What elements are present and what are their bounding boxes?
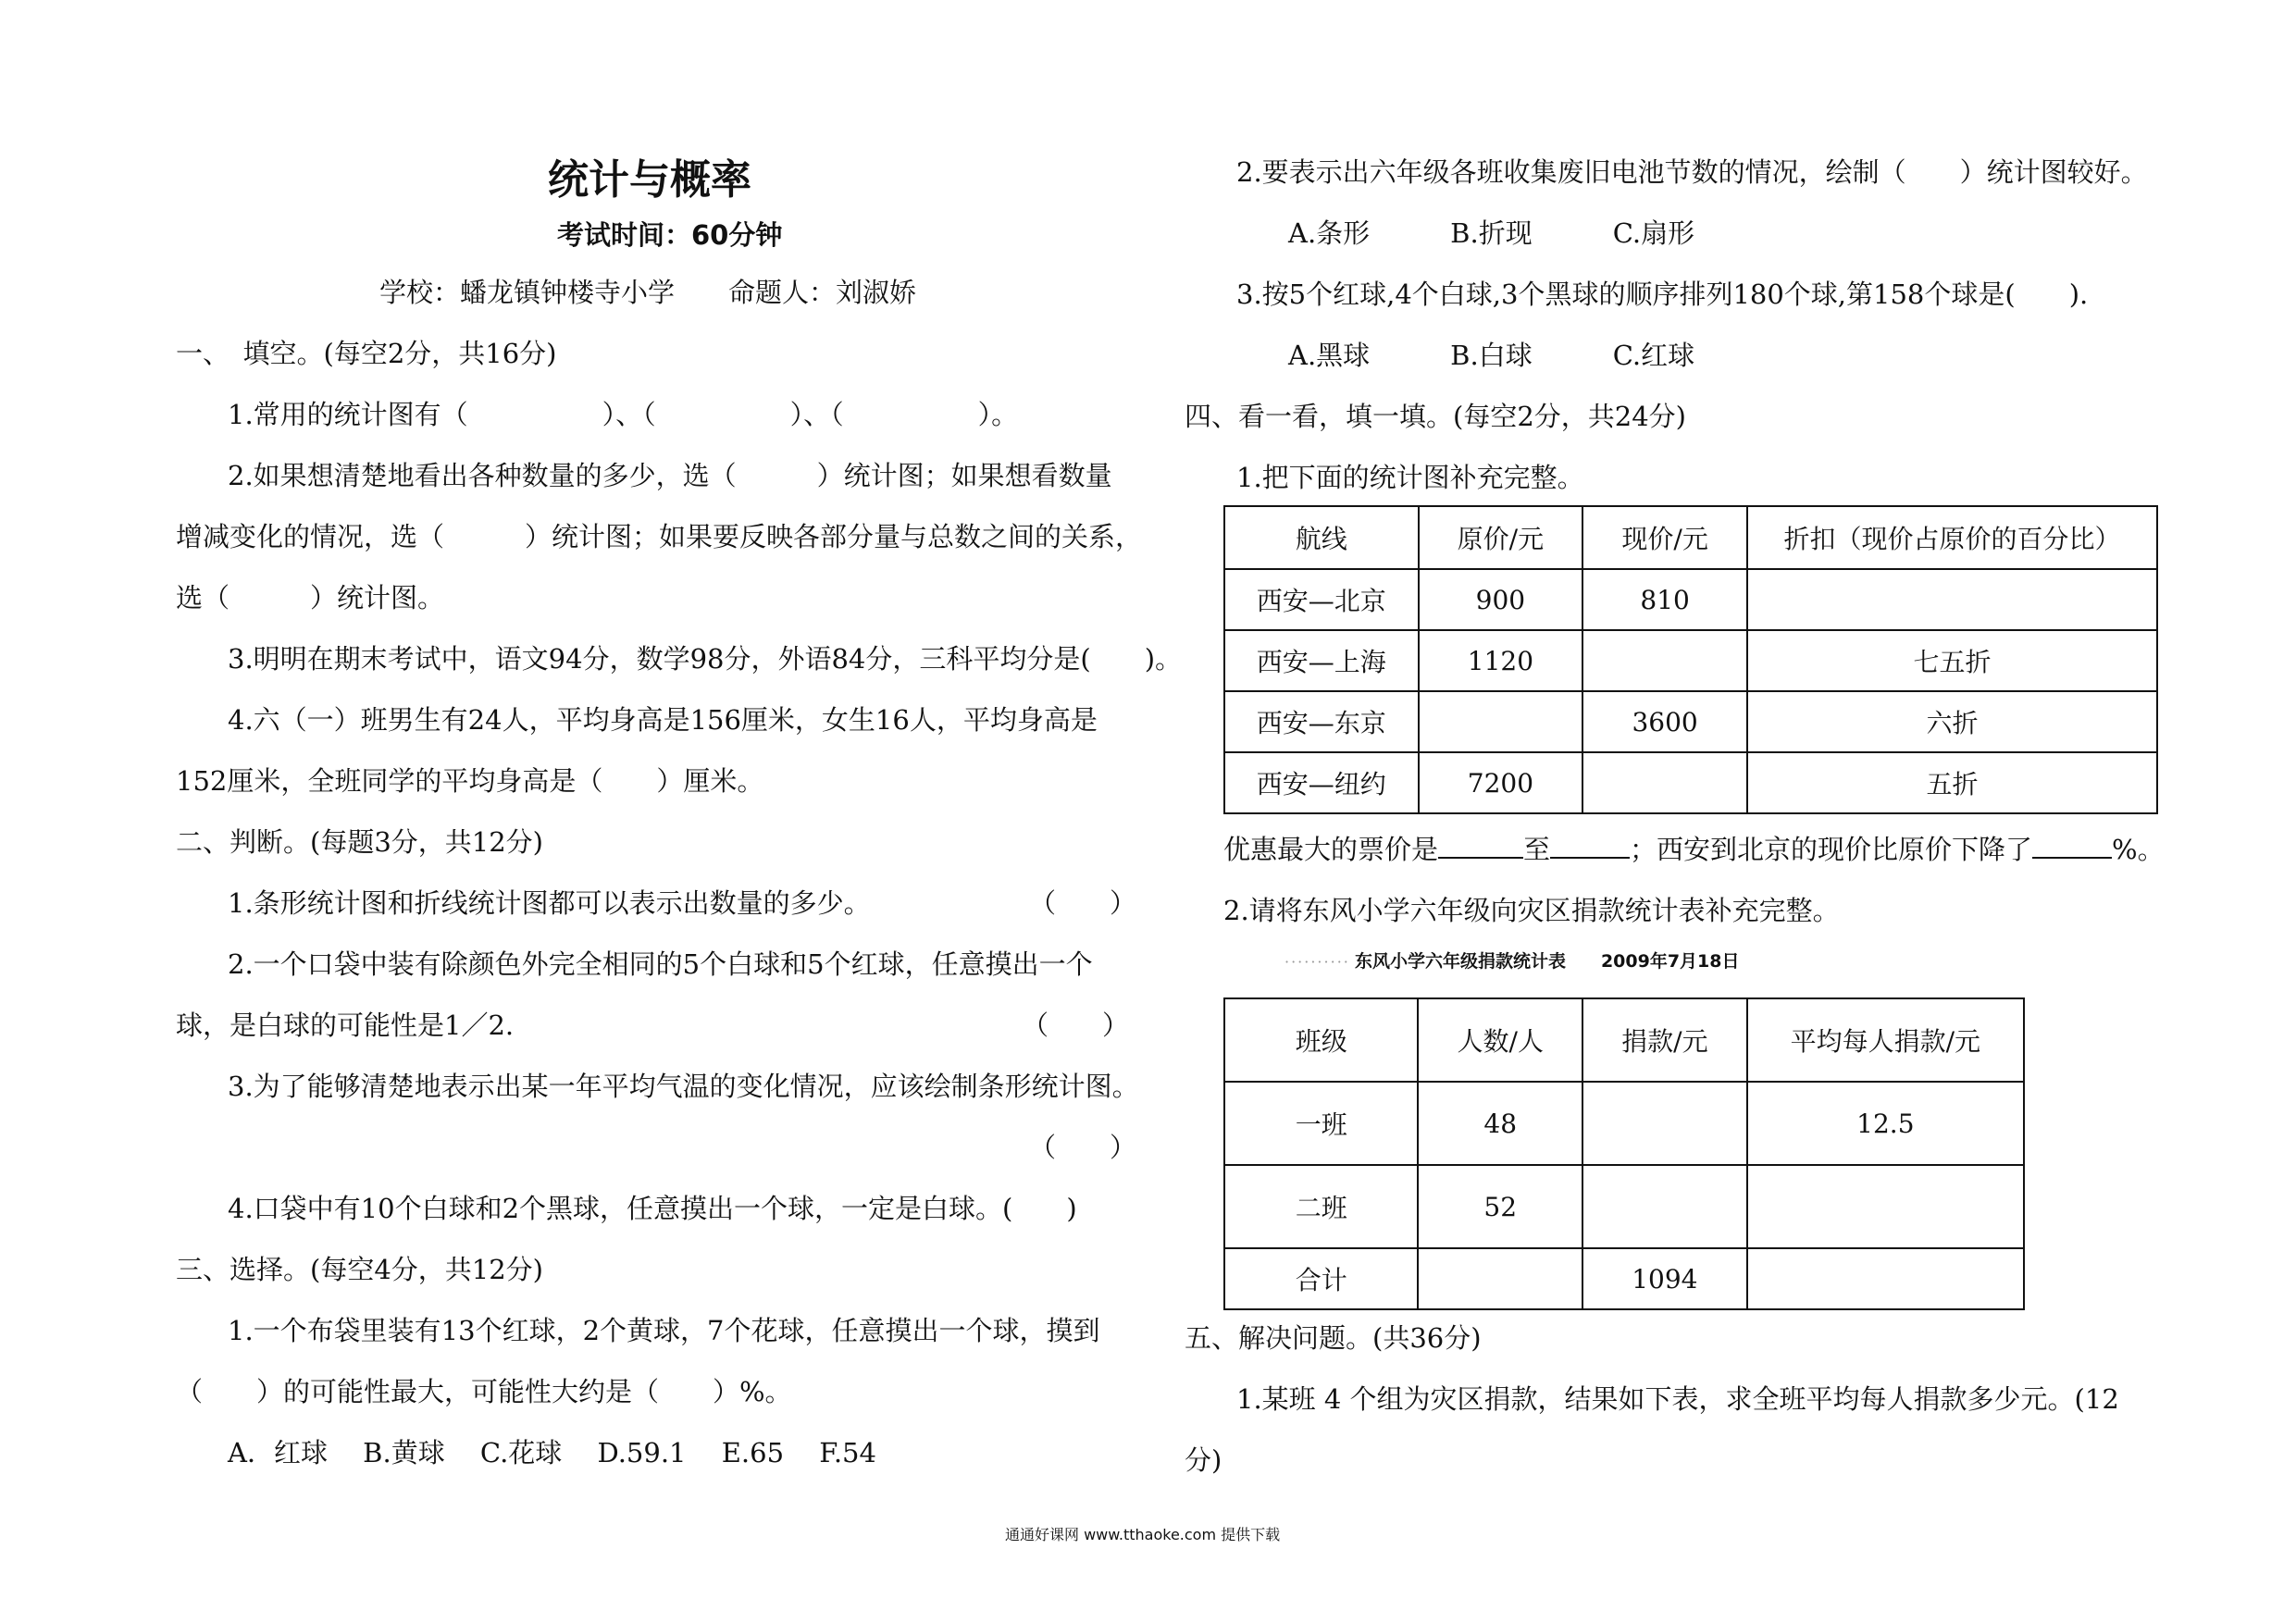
table-cell <box>1419 691 1583 752</box>
question-3-2-options: A.条形 B.折现 C.扇形 <box>1288 217 1695 249</box>
fill-text-d: %。 <box>2112 834 2165 865</box>
table-cell: 二班 <box>1224 1165 1418 1248</box>
footer-watermark: 通通好课网 www.tthaoke.com 提供下载 <box>1005 1526 1281 1543</box>
section-5-heading: 五、解决问题。(共36分) <box>1185 1322 1482 1354</box>
fill-text-c: ；西安到北京的现价比原价下降了 <box>1630 834 2033 865</box>
table-cell: 1120 <box>1419 630 1583 691</box>
question-1-1: 1.常用的统计图有（ ）、（ ）、（ ）。 <box>228 399 1019 430</box>
table-cell <box>1582 1082 1747 1165</box>
answer-paren-2-2: （ ） <box>1022 1010 1130 1041</box>
question-2-4: 4.口袋中有10个白球和2个黑球，任意摸出一个球，一定是白球。( ) <box>228 1193 1077 1224</box>
question-4-1: 1.把下面的统计图补充完整。 <box>1236 462 1584 493</box>
airfare-table-header-row <box>1224 506 2157 569</box>
table-cell: 合计 <box>1224 1248 1418 1309</box>
table-cell <box>1418 1248 1582 1309</box>
airfare-header-current: 现价/元 <box>1582 506 1747 569</box>
fill-text-b: 至 <box>1523 834 1551 865</box>
question-1-3: 3.明明在期末考试中，语文94分，数学98分，外语84分，三科平均分是( )。 <box>228 643 1183 675</box>
airfare-header-original: 原价/元 <box>1419 506 1583 569</box>
table-cell: 3600 <box>1582 691 1747 752</box>
table-cell <box>1582 752 1747 813</box>
donation-table-caption: 东风小学六年级捐款统计表 2009年7月18日 <box>1354 951 1740 972</box>
question-1-4-line-b: 152厘米，全班同学的平均身高是（ ）厘米。 <box>176 765 764 797</box>
answer-paren-2-3: （ ） <box>1029 1132 1137 1163</box>
table-cell: 52 <box>1418 1165 1582 1248</box>
section-2-heading: 二、判断。(每题3分，共12分) <box>176 826 543 858</box>
donation-header-amount: 捐款/元 <box>1582 998 1747 1082</box>
donation-header-people: 人数/人 <box>1418 998 1582 1082</box>
question-1-2-line-b: 增减变化的情况，选（ ）统计图；如果要反映各部分量与总数之间的关系， <box>176 521 1143 552</box>
donation-header-average: 平均每人捐款/元 <box>1747 998 2024 1082</box>
question-3-1-options: A．红球 B.黄球 C.花球 D.59.1 E.65 F.54 <box>228 1437 876 1468</box>
table-cell: 西安—北京 <box>1224 569 1419 630</box>
section-3-heading: 三、选择。(每空4分，共12分) <box>176 1254 543 1285</box>
table-cell: 西安—纽约 <box>1224 752 1419 813</box>
airfare-header-route: 航线 <box>1224 506 1419 569</box>
answer-paren-2-1: （ ） <box>1029 887 1137 919</box>
school-line: 学校：蟠龙镇钟楼寺小学 命题人：刘淑娇 <box>379 277 917 308</box>
table-cell: 西安—东京 <box>1224 691 1419 752</box>
question-1-2-line-c: 选（ ）统计图。 <box>176 582 445 613</box>
table-cell: 810 <box>1582 569 1747 630</box>
table-cell: 西安—上海 <box>1224 630 1419 691</box>
question-2-2-line-b: 球，是白球的可能性是1／2. <box>176 1010 515 1041</box>
table-cell <box>1747 569 2157 630</box>
table-cell: 五折 <box>1747 752 2157 813</box>
discount-fill-line <box>1223 833 2165 866</box>
question-1-2-line-a: 2.如果想清楚地看出各种数量的多少，选（ ）统计图；如果想看数量 <box>228 460 1112 491</box>
table-cell: 12.5 <box>1747 1082 2024 1165</box>
table-cell <box>1747 1165 2024 1248</box>
donation-header-class: 班级 <box>1224 998 1418 1082</box>
question-4-2: 2.请将东风小学六年级向灾区捐款统计表补充完整。 <box>1223 895 1840 926</box>
table-row <box>1224 1248 2024 1309</box>
airfare-table <box>1223 505 2158 814</box>
table-row <box>1224 630 2157 691</box>
table-row <box>1224 1165 2024 1248</box>
fill-blank-2[interactable] <box>1550 833 1630 859</box>
question-5-1-line-a: 1.某班 4 个组为灾区捐款，结果如下表，求全班平均每人捐款多少元。(12 <box>1236 1383 2119 1415</box>
question-2-3: 3.为了能够清楚地表示出某一年平均气温的变化情况，应该绘制条形统计图。 <box>228 1071 1139 1102</box>
question-3-3-options: A.黑球 B.白球 C.红球 <box>1288 340 1695 371</box>
donation-table-caption-row <box>1285 948 1740 973</box>
question-3-1-line-b: （ ）的可能性最大，可能性大约是（ ）%。 <box>176 1376 792 1407</box>
table-cell: 1094 <box>1582 1248 1747 1309</box>
question-3-2: 2.要表示出六年级各班收集废旧电池节数的情况，绘制（ ）统计图较好。 <box>1236 156 2148 188</box>
page-title: 统计与概率 <box>548 156 751 204</box>
exam-time: 考试时间：60分钟 <box>557 219 783 251</box>
fill-text-a: 优惠最大的票价是 <box>1223 834 1439 865</box>
question-5-1-line-b: 分) <box>1185 1444 1222 1476</box>
section-4-heading: 四、看一看，填一填。(每空2分，共24分) <box>1185 401 1686 432</box>
table-row <box>1224 1082 2024 1165</box>
question-1-4-line-a: 4.六（一）班男生有24人，平均身高是156厘米，女生16人，平均身高是 <box>228 704 1098 736</box>
table-cell <box>1582 630 1747 691</box>
table-cell <box>1582 1165 1747 1248</box>
question-3-3: 3.按5个红球,4个白球,3个黑球的顺序排列180个球,第158个球是( ). <box>1236 279 2089 310</box>
fill-blank-1[interactable] <box>1438 833 1523 859</box>
table-cell: 900 <box>1419 569 1583 630</box>
table-row <box>1224 569 2157 630</box>
table-cell <box>1747 1248 2024 1309</box>
table-cell: 六折 <box>1747 691 2157 752</box>
section-1-heading: 一、 填空。(每空2分，共16分) <box>176 338 557 369</box>
airfare-header-discount: 折扣（现价占原价的百分比） <box>1747 506 2157 569</box>
table-cell: 7200 <box>1419 752 1583 813</box>
donation-table <box>1223 997 2025 1310</box>
table-cell: 七五折 <box>1747 630 2157 691</box>
table-cell: 一班 <box>1224 1082 1418 1165</box>
table-row <box>1224 691 2157 752</box>
fill-blank-3[interactable] <box>2032 833 2112 859</box>
table-row <box>1224 752 2157 813</box>
donation-table-header-row <box>1224 998 2024 1082</box>
question-2-2-line-a: 2.一个口袋中装有除颜色外完全相同的5个白球和5个红球，任意摸出一个 <box>228 948 1093 980</box>
question-2-1: 1.条形统计图和折线统计图都可以表示出数量的多少。 <box>228 887 871 919</box>
dotted-leader: ·········· <box>1285 953 1350 971</box>
question-3-1-line-a: 1.一个布袋里装有13个红球，2个黄球，7个花球，任意摸出一个球，摸到 <box>228 1315 1100 1346</box>
table-cell: 48 <box>1418 1082 1582 1165</box>
